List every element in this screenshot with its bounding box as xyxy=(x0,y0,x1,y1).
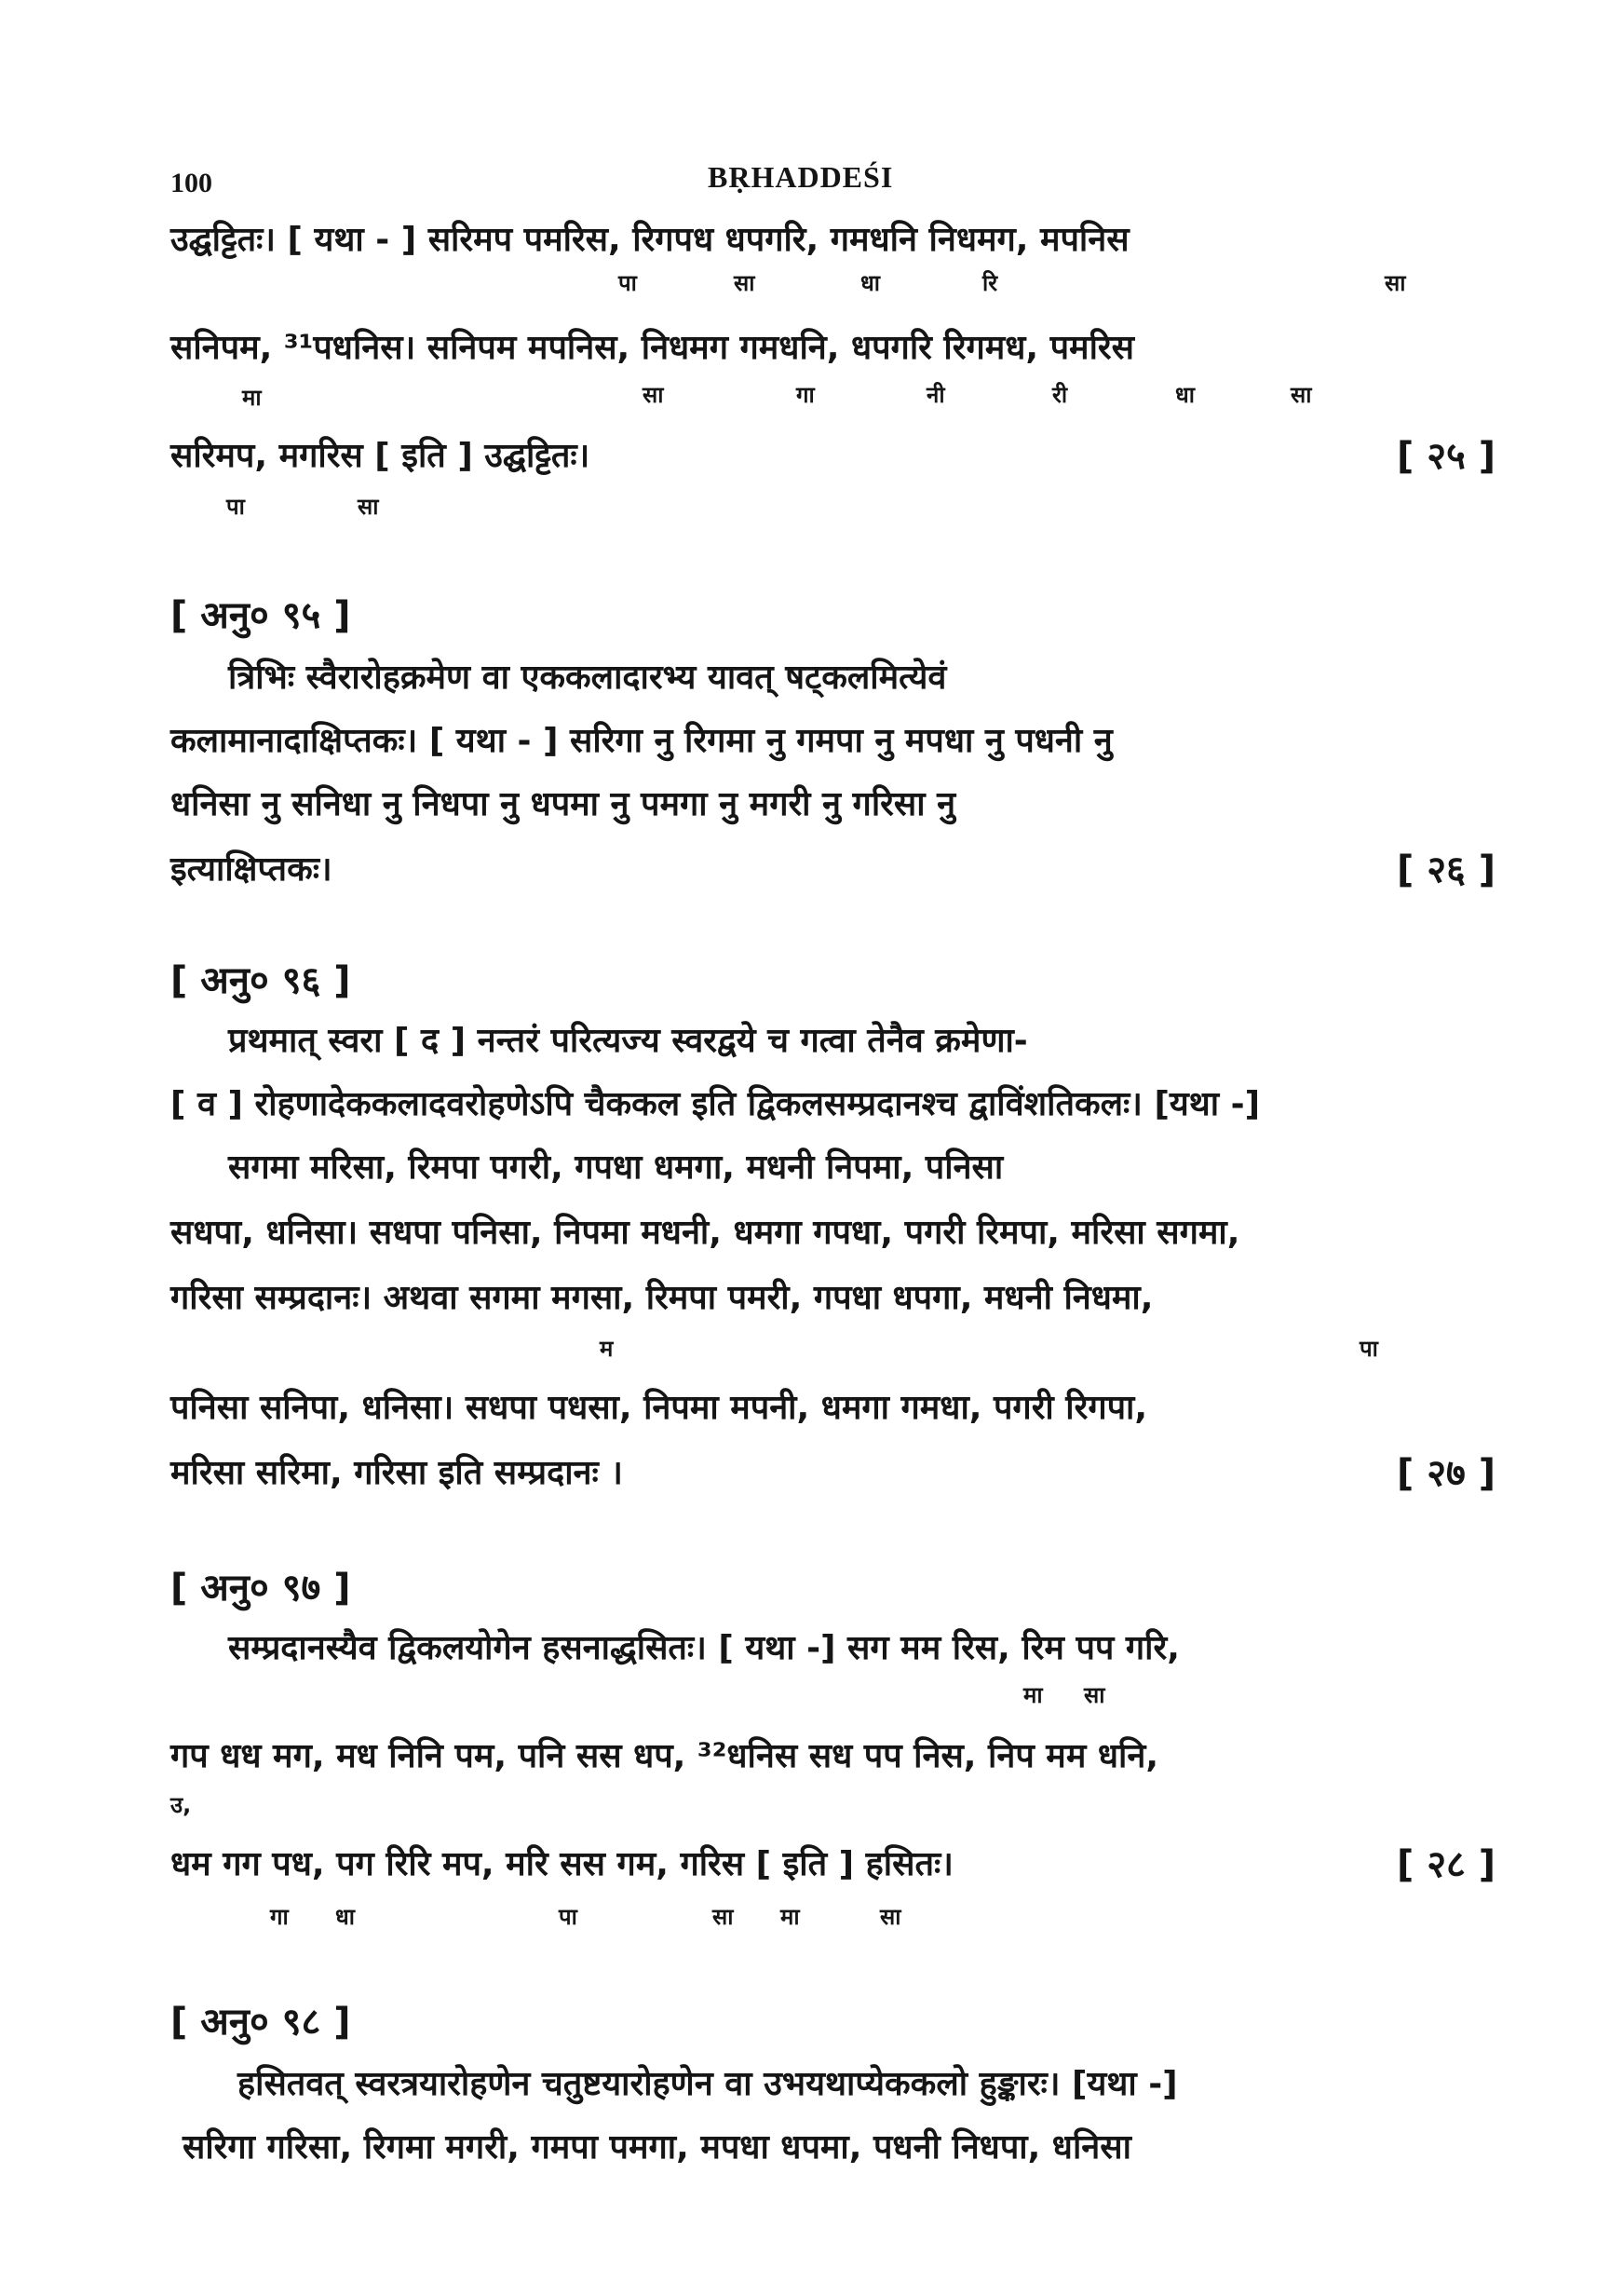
text-line: धम गग पध, पग रिरि मप, मरि सस गम, गरिस [ इति ] हसितः। xyxy=(170,1845,954,1883)
svara-mark: सा xyxy=(880,1904,901,1930)
text-line: त्रिभिः स्वैरारोहक्रमेण वा एककलादारभ्य यावत् षट्कलमित्येवं xyxy=(228,659,947,697)
section-heading: [ अनु० ९५ ] xyxy=(170,594,351,637)
svara-mark: रि xyxy=(982,270,998,296)
text-line: सगमा मरिसा, रिमपा पगरी, गपधा धमगा, मधनी निपमा, पनिसा xyxy=(228,1148,1004,1187)
svara-mark: पा xyxy=(1360,1336,1378,1362)
svara-mark: गा xyxy=(270,1904,289,1930)
section-heading: [ अनु० ९६ ] xyxy=(170,959,351,1002)
page-number: 100 xyxy=(170,168,212,198)
svara-mark: सा xyxy=(1385,270,1406,296)
text-line: उद्घट्टितः। [ यथा - ] सरिमप पमरिस, रिगपध धपगरि, गमधनि निधमग, मपनिस xyxy=(170,221,1130,259)
svara-mark: सा xyxy=(1291,382,1312,408)
svara-mark: सा xyxy=(734,270,755,296)
text-line: सरिमप, मगरिस [ इति ] उद्घट्टितः। xyxy=(170,437,590,475)
svara-mark: धा xyxy=(335,1904,355,1930)
text-line: प्रथमात् स्वरा [ द ] नन्तरं परित्यज्य स्वरद्वये च गत्वा तेनैव क्रमेणा- xyxy=(228,1022,1028,1060)
svara-mark: धा xyxy=(860,270,880,296)
verse-number: [ २८ ] xyxy=(1396,1843,1495,1886)
text-line: सम्प्रदानस्यैव द्विकलयोगेन हसनाद्धसितः। [ यथा -] सग मम रिस, रिम पप गरि, xyxy=(228,1629,1180,1667)
verse-number: [ २५ ] xyxy=(1396,435,1495,478)
text-line: सनिपम, ³¹पधनिस। सनिपम मपनिस, निधमग गमधनि, धपगरि रिगमध, पमरिस xyxy=(170,329,1134,367)
svara-mark: धा xyxy=(1175,382,1195,408)
footnote-mark: उ, xyxy=(170,1792,192,1818)
svara-mark: गा xyxy=(796,382,815,408)
text-line: पनिसा सनिपा, धनिसा। सधपा पधसा, निपमा मपनी, धमगा गमधा, पगरी रिगपा, xyxy=(170,1389,1148,1427)
svara-mark: मा xyxy=(242,385,262,411)
svara-mark: सा xyxy=(358,494,379,520)
svara-mark: सा xyxy=(712,1904,734,1930)
svara-mark: पा xyxy=(618,270,637,296)
section-heading: [ अनु० ९८ ] xyxy=(170,2001,351,2044)
svara-mark: पा xyxy=(559,1904,577,1930)
text-line: मरिसा सरिमा, गरिसा इति सम्प्रदानः । xyxy=(170,1454,623,1492)
svara-mark: मा xyxy=(1023,1682,1043,1708)
svara-mark: सा xyxy=(1084,1682,1105,1708)
svara-mark: सा xyxy=(643,382,664,408)
text-line: सरिगा गरिसा, रिगमा मगरी, गमपा पमगा, मपधा धपमा, पधनी निधपा, धनिसा xyxy=(183,2128,1131,2167)
svara-mark: नी xyxy=(927,382,945,408)
text-line: सधपा, धनिसा। सधपा पनिसा, निपमा मधनी, धमगा गपधा, पगरी रिमपा, मरिसा सगमा, xyxy=(170,1214,1240,1252)
text-line: हसितवत् स्वरत्रयारोहणेन चतुष्टयारोहणेन वा उभयथाप्येककलो हुङ्कारः। [यथा -] xyxy=(237,2065,1178,2103)
svara-mark: पा xyxy=(226,494,245,520)
verse-number: [ २६ ] xyxy=(1396,849,1495,891)
text-line: कलामानादाक्षिप्तकः। [ यथा - ] सरिगा नु रिगमा नु गमपा नु मपधा नु पधनी नु xyxy=(170,722,1113,760)
section-heading: [ अनु० ९७ ] xyxy=(170,1567,351,1610)
text-line: [ व ] रोहणादेककलादवरोहणेऽपि चैककल इति द्विकलसम्प्रदानश्च द्वाविंशतिकलः। [यथा -] xyxy=(170,1085,1261,1123)
verse-number: [ २७ ] xyxy=(1396,1452,1495,1495)
text-line: गप धध मग, मध निनि पम, पनि सस धप, ³²धनिस सध पप निस, निप मम धनि, xyxy=(170,1737,1159,1775)
running-title: BṚHADDEŚI xyxy=(708,160,894,194)
svara-mark: री xyxy=(1052,382,1068,408)
text-line: गरिसा सम्प्रदानः। अथवा सगमा मगसा, रिमपा पमरी, गपधा धपगा, मधनी निधमा, xyxy=(170,1279,1154,1317)
svara-mark: म xyxy=(600,1336,614,1362)
text-line: धनिसा नु सनिधा नु निधपा नु धपमा नु पमगा नु मगरी नु गरिसा नु xyxy=(170,785,956,823)
svara-mark: मा xyxy=(780,1904,800,1930)
text-line: इत्याक्षिप्तकः। xyxy=(170,850,332,889)
